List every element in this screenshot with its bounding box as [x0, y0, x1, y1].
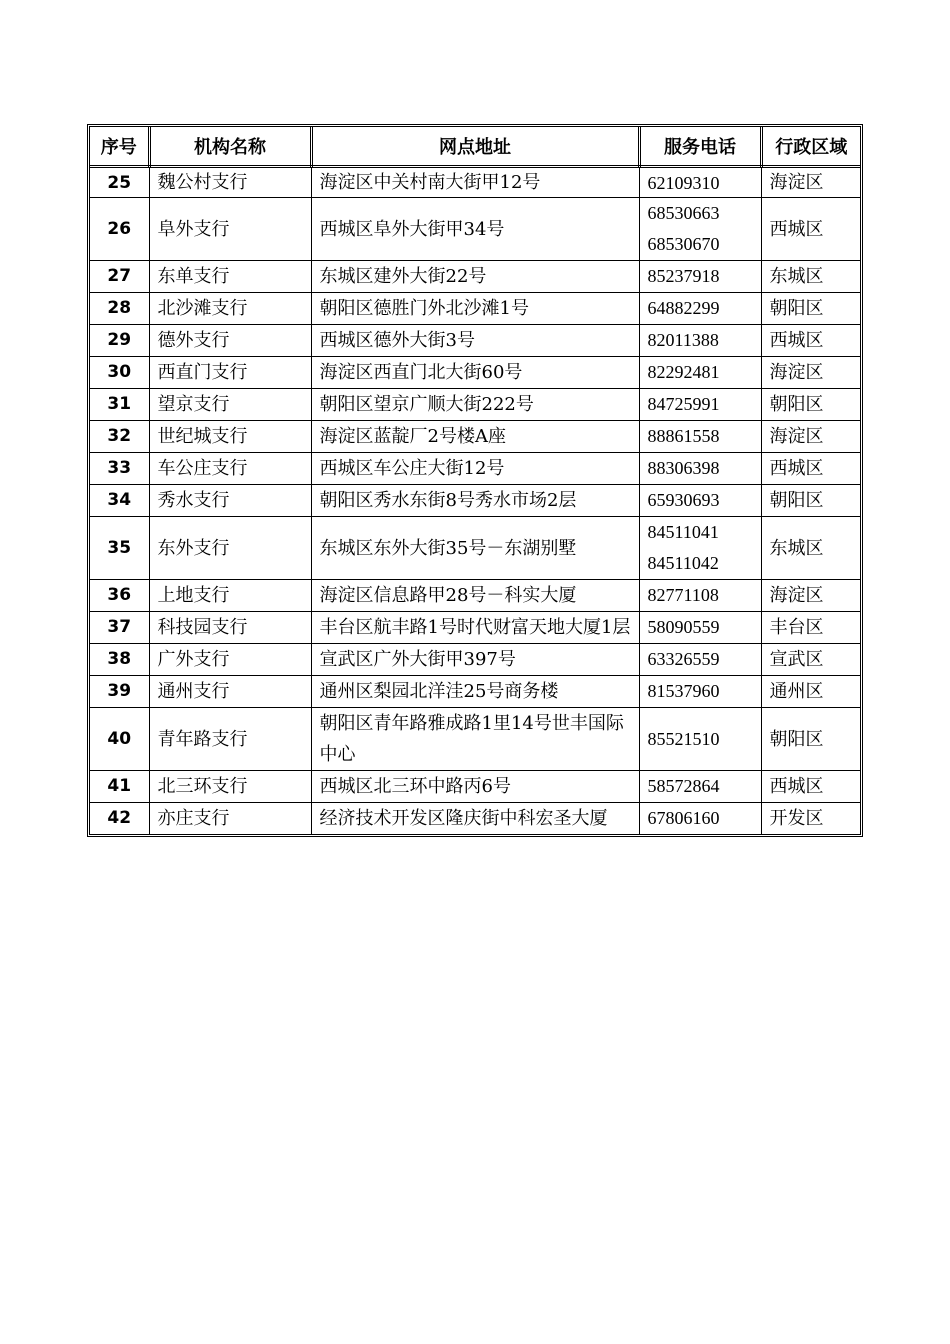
- table-row: [90, 612, 860, 644]
- table-row: [90, 421, 860, 453]
- cell-branch-address: 东城区建外大街22号: [311, 261, 639, 293]
- table-row: [90, 517, 860, 580]
- cell-district: 通州区: [761, 676, 860, 708]
- cell-service-phone: [639, 803, 761, 835]
- cell-branch-address: 海淀区蓝靛厂2号楼A座: [311, 421, 639, 453]
- cell-branch-address: 西城区德外大街3号: [311, 325, 639, 357]
- cell-branch-name: 北三环支行: [149, 771, 311, 803]
- cell-district: 海淀区: [761, 167, 860, 198]
- table-row: [90, 261, 860, 293]
- phone-number: 84511042: [647, 553, 719, 573]
- cell-branch-name: 德外支行: [149, 325, 311, 357]
- cell-branch-name: 东单支行: [149, 261, 311, 293]
- cell-district: 宣武区: [761, 644, 860, 676]
- header-branch-address: 网点地址: [311, 127, 639, 167]
- table-row: [90, 357, 860, 389]
- cell-branch-name: 西直门支行: [149, 357, 311, 389]
- cell-branch-address: 朝阳区德胜门外北沙滩1号: [311, 293, 639, 325]
- table-row: [90, 676, 860, 708]
- cell-serial-number: 35: [90, 517, 149, 580]
- cell-branch-name: 秀水支行: [149, 485, 311, 517]
- header-service-phone: 服务电话: [639, 127, 761, 167]
- cell-serial-number: 38: [90, 644, 149, 676]
- cell-branch-address: 西城区北三环中路丙6号: [311, 771, 639, 803]
- cell-branch-name: 阜外支行: [149, 198, 311, 261]
- cell-serial-number: 34: [90, 485, 149, 517]
- cell-service-phone: [639, 612, 761, 644]
- phone-number: 85237918: [647, 266, 720, 286]
- table-row: [90, 389, 860, 421]
- cell-branch-address: 通州区梨园北洋洼25号商务楼: [311, 676, 639, 708]
- cell-branch-name: 北沙滩支行: [149, 293, 311, 325]
- cell-district: 西城区: [761, 453, 860, 485]
- table-row: [90, 325, 860, 357]
- cell-serial-number: 42: [90, 803, 149, 835]
- branch-table: [90, 127, 860, 834]
- cell-district: 开发区: [769, 808, 824, 829]
- cell-serial-number: 32: [90, 421, 149, 453]
- cell-serial-number: 28: [90, 293, 149, 325]
- cell-service-phone: [639, 261, 761, 293]
- table-row: [90, 803, 860, 835]
- cell-branch-name: 青年路支行: [149, 708, 311, 771]
- cell-branch-address: 海淀区信息路甲28号－科实大厦: [311, 580, 639, 612]
- cell-district: 海淀区: [761, 357, 860, 389]
- cell-branch-address: 海淀区西直门北大街60号: [311, 357, 639, 389]
- cell-branch-name: 望京支行: [149, 389, 311, 421]
- phone-number: 68530670: [647, 234, 720, 254]
- cell-serial-number: 40: [90, 708, 149, 771]
- cell-serial-number: 39: [90, 676, 149, 708]
- cell-district: 海淀区: [761, 421, 860, 453]
- cell-serial-number: 26: [90, 198, 149, 261]
- cell-serial-number: 29: [90, 325, 149, 357]
- cell-branch-address: 东城区东外大街35号－东湖别墅: [311, 517, 639, 580]
- cell-service-phone: [639, 421, 761, 453]
- cell-branch-name: 亦庄支行: [149, 803, 311, 835]
- header-serial-number: 序号: [90, 127, 149, 167]
- phone-number: 88861558: [647, 426, 720, 446]
- cell-branch-name: 魏公村支行: [149, 167, 311, 198]
- phone-number: 58572864: [647, 776, 720, 796]
- cell-district: 海淀区: [761, 580, 860, 612]
- cell-service-phone: [639, 167, 761, 198]
- table-row: [90, 453, 860, 485]
- cell-branch-address: 海淀区中关村南大街甲12号: [311, 167, 639, 198]
- cell-serial-number: 37: [90, 612, 149, 644]
- table-row: [90, 708, 860, 771]
- cell-district: 西城区: [761, 198, 860, 261]
- cell-serial-number: 31: [90, 389, 149, 421]
- cell-branch-name: 科技园支行: [149, 612, 311, 644]
- cell-service-phone: [639, 453, 761, 485]
- cell-district: 朝阳区: [761, 389, 860, 421]
- cell-branch-address: 朝阳区望京广顺大街222号: [311, 389, 639, 421]
- cell-branch-address: 西城区阜外大街甲34号: [311, 198, 639, 261]
- header-branch-name: 机构名称: [149, 127, 311, 167]
- table-row: [90, 167, 860, 198]
- cell-service-phone: [639, 198, 761, 261]
- table-body: [90, 167, 860, 835]
- cell-service-phone: [639, 708, 761, 771]
- phone-number: 58090559: [647, 617, 720, 637]
- cell-district: 朝阳区: [761, 485, 860, 517]
- cell-branch-address: 西城区车公庄大街12号: [311, 453, 639, 485]
- branch-table-frame: [87, 124, 863, 837]
- cell-serial-number: 30: [90, 357, 149, 389]
- cell-district: 东城区: [761, 517, 860, 580]
- cell-service-phone: [639, 485, 761, 517]
- phone-number: 85521510: [647, 728, 720, 749]
- table-row: [90, 293, 860, 325]
- cell-district: 朝阳区: [761, 293, 860, 325]
- cell-branch-name: 广外支行: [149, 644, 311, 676]
- cell-branch-address: 宣武区广外大街甲397号: [311, 644, 639, 676]
- cell-branch-name: 通州支行: [149, 676, 311, 708]
- table-row: [90, 771, 860, 803]
- cell-serial-number: 27: [90, 261, 149, 293]
- cell-branch-name: 世纪城支行: [149, 421, 311, 453]
- cell-service-phone: [639, 771, 761, 803]
- cell-service-phone: [639, 325, 761, 357]
- cell-branch-name: 车公庄支行: [149, 453, 311, 485]
- table-row: [90, 644, 860, 676]
- phone-number: 64882299: [647, 298, 720, 318]
- phone-number: 62109310: [647, 172, 720, 193]
- cell-serial-number: 36: [90, 580, 149, 612]
- cell-service-phone: [639, 293, 761, 325]
- phone-number: 84511041: [647, 522, 719, 542]
- header-district: 行政区域: [761, 127, 860, 167]
- cell-branch-address: 丰台区航丰路1号时代财富天地大厦1层: [311, 612, 639, 644]
- cell-district: 朝阳区: [761, 708, 860, 771]
- table-row: [90, 580, 860, 612]
- cell-district: 西城区: [761, 771, 860, 803]
- table-row: [90, 198, 860, 261]
- cell-branch-name: 上地支行: [149, 580, 311, 612]
- cell-service-phone: [639, 644, 761, 676]
- phone-number: 63326559: [647, 649, 720, 669]
- cell-district: 丰台区: [761, 612, 860, 644]
- phone-number: 67806160: [647, 808, 720, 828]
- phone-number: 82011388: [647, 330, 719, 350]
- cell-district: 西城区: [761, 325, 860, 357]
- phone-number: 82771108: [647, 585, 719, 605]
- cell-branch-address: 朝阳区秀水东街8号秀水市场2层: [311, 485, 639, 517]
- table-row: [90, 485, 860, 517]
- cell-service-phone: [639, 389, 761, 421]
- cell-branch-address: 经济技术开发区隆庆街中科宏圣大厦: [311, 803, 639, 835]
- cell-branch-address: 朝阳区青年路雅成路1里14号世丰国际中心: [311, 708, 639, 771]
- cell-district: 东城区: [761, 261, 860, 293]
- cell-serial-number: 33: [90, 453, 149, 485]
- table-header-row: [90, 127, 860, 167]
- phone-number: 82292481: [647, 362, 720, 382]
- phone-number: 84725991: [647, 394, 720, 414]
- cell-service-phone: [639, 580, 761, 612]
- cell-serial-number: 25: [90, 167, 149, 198]
- cell-service-phone: [639, 676, 761, 708]
- phone-number: 81537960: [647, 681, 720, 701]
- phone-number: 65930693: [647, 490, 720, 510]
- cell-service-phone: [639, 357, 761, 389]
- cell-branch-name: 东外支行: [149, 517, 311, 580]
- phone-number: 88306398: [647, 458, 720, 478]
- cell-serial-number: 41: [90, 771, 149, 803]
- cell-service-phone: [639, 517, 761, 580]
- phone-number: 68530663: [647, 203, 720, 223]
